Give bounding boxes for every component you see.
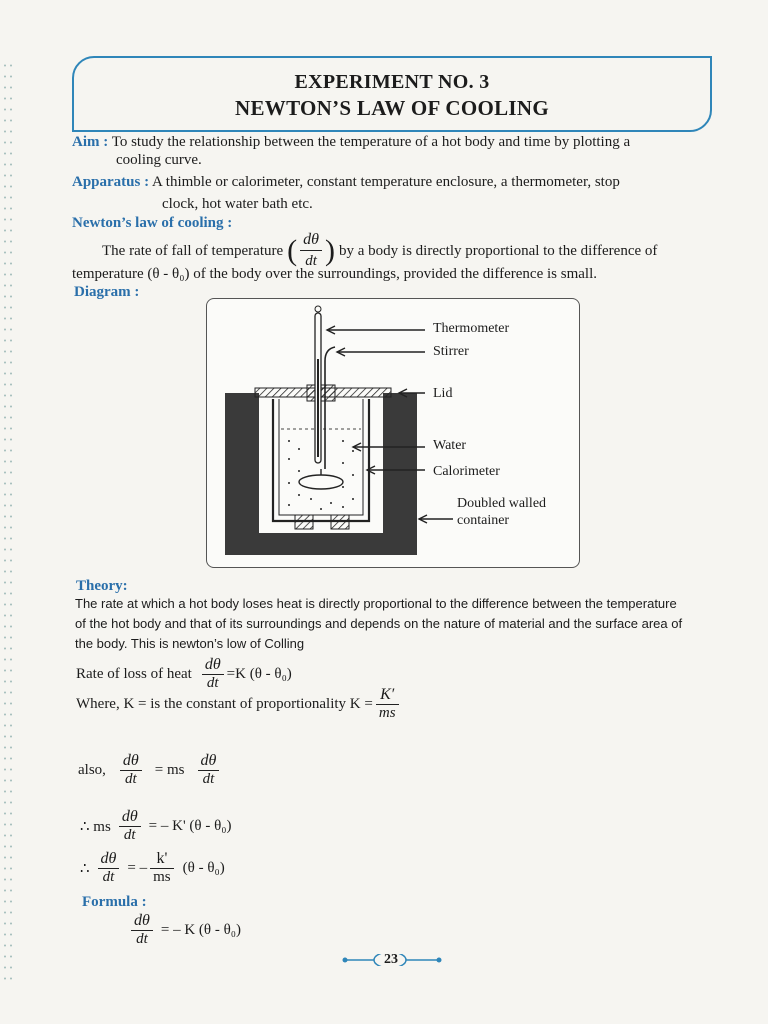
label-container-1: Doubled walled — [457, 496, 547, 511]
formula-rhs: = – K (θ - θ₀) — [160, 921, 241, 938]
label-container-2: container — [457, 513, 510, 528]
frac-numerator: dθ — [300, 230, 322, 251]
label-water: Water — [433, 438, 467, 453]
therefore-2-k-fraction — [150, 850, 174, 886]
frac-denominator: ms — [378, 705, 396, 721]
frac-numerator: dθ — [202, 656, 224, 675]
rate-label: Rate of loss of heat — [76, 665, 192, 682]
therefore-1-fraction — [119, 808, 141, 844]
also-fraction-right — [198, 752, 220, 788]
law-text-1a: The rate of fall of temperature — [102, 242, 284, 259]
frac-denominator: dt — [123, 827, 136, 843]
also-text: also, — [78, 761, 106, 778]
theory-line-3: the body. This is newton’s low of Colling — [75, 636, 305, 651]
formula-label: Formula : — [82, 894, 147, 910]
title-box — [72, 56, 712, 132]
frac-numerator: dθ — [120, 752, 142, 771]
frac-numerator: dθ — [131, 912, 153, 931]
apparatus-label: Apparatus : — [72, 174, 150, 190]
where-text: Where, K = is the constant of proportionality K = — [76, 695, 373, 712]
experiment-number: EXPERIMENT NO. 3 — [294, 71, 490, 93]
aim-text-1: To study the relationship between the temperature of a hot body and time by plotting a — [111, 134, 631, 150]
frac-denominator: dt — [206, 675, 219, 691]
calorimeter-diagram — [206, 298, 580, 568]
binding-dots — [2, 60, 16, 980]
aim-text-2: cooling curve. — [116, 152, 202, 168]
label-lid: Lid — [433, 386, 453, 401]
apparatus-section — [72, 172, 722, 192]
frac-denominator: dt — [125, 771, 137, 787]
label-thermometer: Thermometer — [433, 321, 510, 336]
frac-numerator: dθ — [98, 850, 120, 869]
therefore-2-fraction — [98, 850, 120, 886]
frac-numerator: dθ — [198, 752, 220, 771]
frac-denominator: dt — [305, 253, 317, 269]
label-stirrer: Stirrer — [433, 344, 469, 359]
frac-numerator: K′ — [376, 686, 399, 705]
also-equation — [78, 752, 222, 788]
apparatus-text-1: A thimble or calorimeter, constant temperature enclosure, a thermometer, stop — [152, 174, 620, 190]
rate-rhs: =K (θ - θ₀) — [226, 665, 292, 682]
paren-right: ) — [325, 233, 336, 267]
eq-ms: = ms — [154, 761, 185, 778]
apparatus-text-2: clock, hot water bath etc. — [162, 196, 313, 212]
frac-denominator: dt — [136, 931, 148, 947]
therefore-1-prefix: ∴ ms — [80, 818, 111, 835]
frac-denominator: dt — [102, 869, 115, 885]
therefore-equation-1 — [80, 808, 232, 844]
frac-denominator: ms — [153, 869, 171, 885]
paren-left: ( — [287, 233, 298, 267]
formula-equation — [128, 912, 241, 948]
aim-label: Aim : — [72, 134, 109, 150]
therefore-equation-2 — [80, 850, 225, 886]
aim-section — [72, 132, 722, 152]
frac-numerator: k' — [150, 850, 174, 869]
frac-denominator: dt — [202, 771, 215, 787]
theory-line-2: of the hot body and that of its surroundings and depends on the nature of material and the surface area of — [75, 616, 683, 631]
diagram-svg — [207, 299, 579, 567]
experiment-title: NEWTON’S LAW OF COOLING — [235, 96, 549, 120]
therefore-2-rhs: (θ - θ₀) — [182, 859, 225, 876]
therefore-1-rhs: = – K' (θ - θ₀) — [148, 817, 232, 834]
theory-label: Theory: — [76, 578, 128, 594]
law-text-1b: by a body is directly proportional to the difference of — [339, 242, 658, 259]
k-definition — [76, 686, 402, 722]
page-number: 23 — [384, 952, 398, 967]
therefore-2-mid: = – — [127, 859, 148, 876]
also-fraction-left — [120, 752, 142, 788]
law-label: Newton’s law of cooling : — [72, 215, 233, 231]
formula-fraction — [131, 912, 153, 948]
law-text-2: temperature (θ - θ₀) of the body over the surroundings, provided the difference is small. — [72, 266, 597, 282]
theory-line-1: The rate at which a hot body loses heat is directly proportional to the difference between the temperature — [75, 596, 677, 611]
k-fraction — [376, 686, 399, 722]
frac-numerator: dθ — [119, 808, 141, 827]
diagram-label: Diagram : — [74, 284, 140, 300]
therefore-2-prefix: ∴ — [80, 860, 90, 877]
label-calorimeter: Calorimeter — [433, 464, 500, 479]
